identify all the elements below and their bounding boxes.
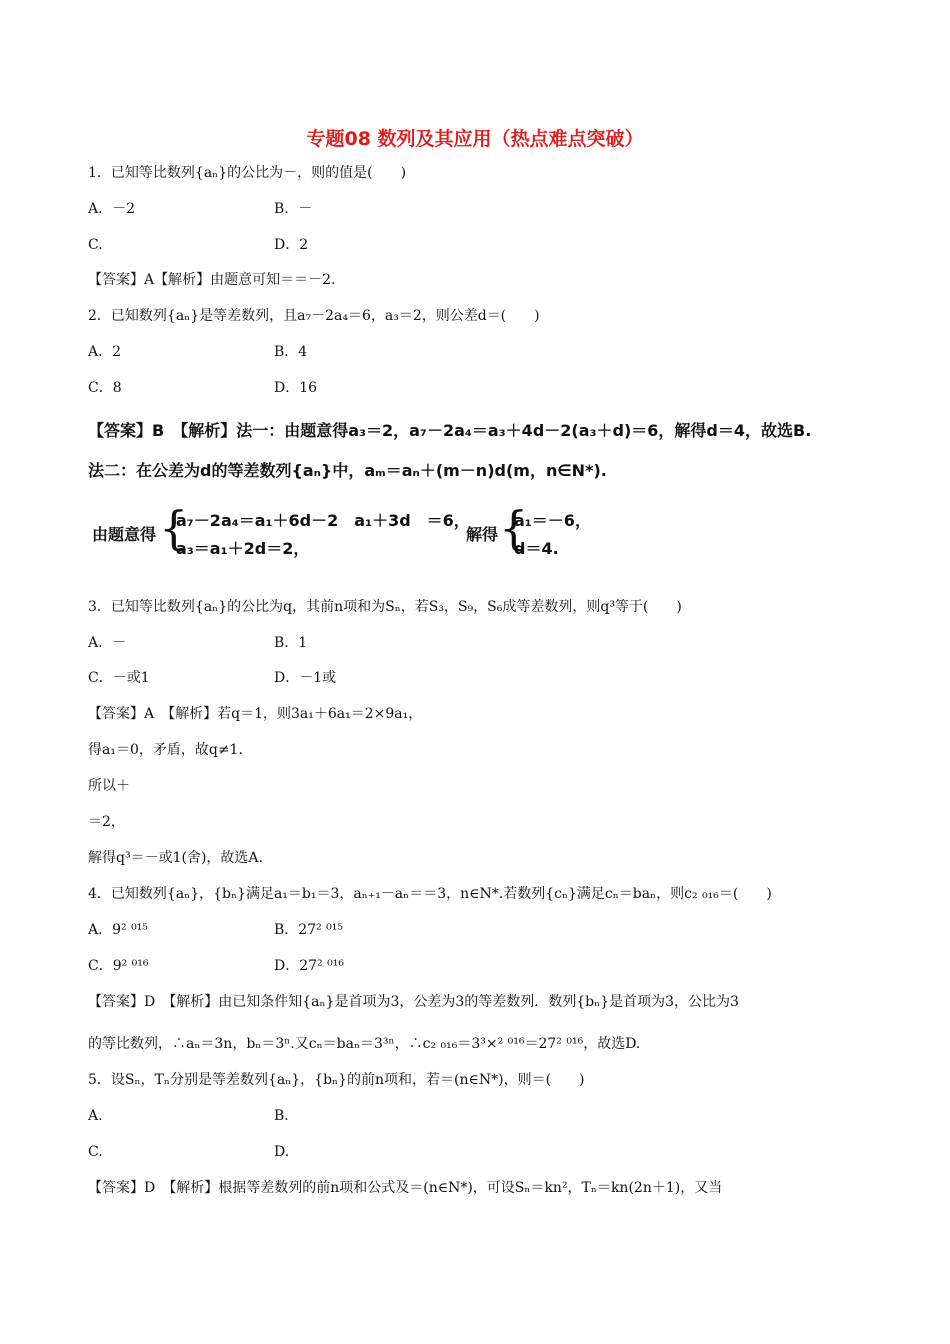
q5-option-c: C. [88, 1144, 103, 1160]
q4-option-b: B．27² ⁰¹⁵ [274, 922, 344, 938]
q2-solution-row1: a₁＝－6， [514, 511, 591, 530]
q3-answer-line1: 【答案】A 【解析】若q＝1，则3a₁＋6a₁＝2×9a₁， [88, 706, 423, 722]
q2-solution-row2: d＝4. [514, 539, 559, 558]
q3-option-a: A．－ [88, 635, 127, 651]
q2-option-c: C．8 [88, 380, 122, 396]
q2-answer-method1: 【答案】B 【解析】法一：由题意得a₃＝2，a₇－2a₄＝a₃＋4d－2(a₃＋d)＝6，解得d＝4，故选B. [88, 421, 812, 440]
q2-system-brace: { [159, 501, 189, 555]
q4-option-d: D．27² ⁰¹⁶ [274, 958, 344, 974]
q4-option-a: A．9² ⁰¹⁵ [88, 922, 148, 938]
q4-answer-line2: 的等比数列，∴aₙ＝3n，bₙ＝3ⁿ.又cₙ＝baₙ＝3³ⁿ，∴c₂ ₀₁₆＝3³×² ⁰¹⁶＝27² ⁰¹⁶，故选D. [88, 1036, 641, 1052]
q1-option-d: D．2 [274, 237, 309, 253]
page-title: 专题08 数列及其应用（热点难点突破） [306, 128, 644, 150]
q2-system-row1: a₇－2a₄＝a₁＋6d－2 a₁＋3d ＝6， [176, 511, 470, 530]
q3-answer-line4: ＝2， [88, 814, 125, 830]
q3-answer-line3: 所以＋ [88, 778, 130, 794]
q3-answer-line5: 解得q³＝－或1(舍)，故选A. [88, 850, 263, 866]
q1-option-c: C. [88, 237, 103, 253]
q2-option-a: A．2 [88, 344, 122, 360]
q4-answer-line1: 【答案】D 【解析】由已知条件知{aₙ}是首项为3，公差为3的等差数列．数列{bₙ}是首项为3，公比为3 [88, 994, 739, 1010]
q5-stem: 5．设Sₙ，Tₙ分别是等差数列{aₙ}，{bₙ}的前n项和，若＝(n∈N*)，则＝( ) [88, 1072, 585, 1088]
q3-option-d: D．－1或 [274, 670, 337, 686]
q2-option-b: B．4 [274, 344, 308, 360]
q5-option-d: D. [274, 1144, 290, 1160]
q3-answer-line2: 得a₁＝0，矛盾，故q≠1. [88, 742, 243, 758]
q3-stem: 3．已知等比数列{aₙ}的公比为q，其前n项和为Sₙ，若S₃，S₉，S₆成等差数列，则q³等于( ) [88, 599, 682, 615]
q5-answer-line1: 【答案】D 【解析】根据等差数列的前n项和公式及＝(n∈N*)，可设Sₙ＝kn²，Tₙ＝kn(2n＋1)，又当 [88, 1180, 723, 1196]
q2-solution-brace: { [499, 501, 529, 555]
q4-stem: 4．已知数列{aₙ}，{bₙ}满足a₁＝b₁＝3，aₙ₊₁－aₙ＝＝3，n∈N*.若数列{cₙ}满足cₙ＝baₙ，则c₂ ₀₁₆＝( ) [88, 886, 772, 902]
q2-option-d: D．16 [274, 380, 318, 396]
q2-stem: 2．已知数列{aₙ}是等差数列，且a₇－2a₄＝6，a₃＝2，则公差d＝( ) [88, 308, 540, 324]
q3-option-b: B．1 [274, 635, 308, 651]
q4-option-c: C．9² ⁰¹⁶ [88, 958, 149, 974]
q2-system-row2: a₃＝a₁＋2d＝2， [176, 539, 310, 558]
q5-option-a: A. [88, 1108, 103, 1124]
q1-stem: 1．已知等比数列{aₙ}的公比为－，则的值是( ) [88, 165, 407, 181]
q5-option-b: B. [274, 1108, 289, 1124]
q1-option-a: A．－2 [88, 201, 136, 217]
q1-answer: 【答案】A【解析】由题意可知＝＝－2. [88, 272, 336, 288]
q2-answer-method2: 法二：在公差为d的等差数列{aₙ}中，aₘ＝aₙ＋(m－n)d(m，n∈N*). [88, 461, 607, 480]
q2-system-lead: 由题意得 [92, 525, 157, 544]
q1-option-b: B．－ [274, 201, 313, 217]
q2-solution-lead: 解得 [466, 525, 499, 544]
q3-option-c: C．－或1 [88, 670, 150, 686]
